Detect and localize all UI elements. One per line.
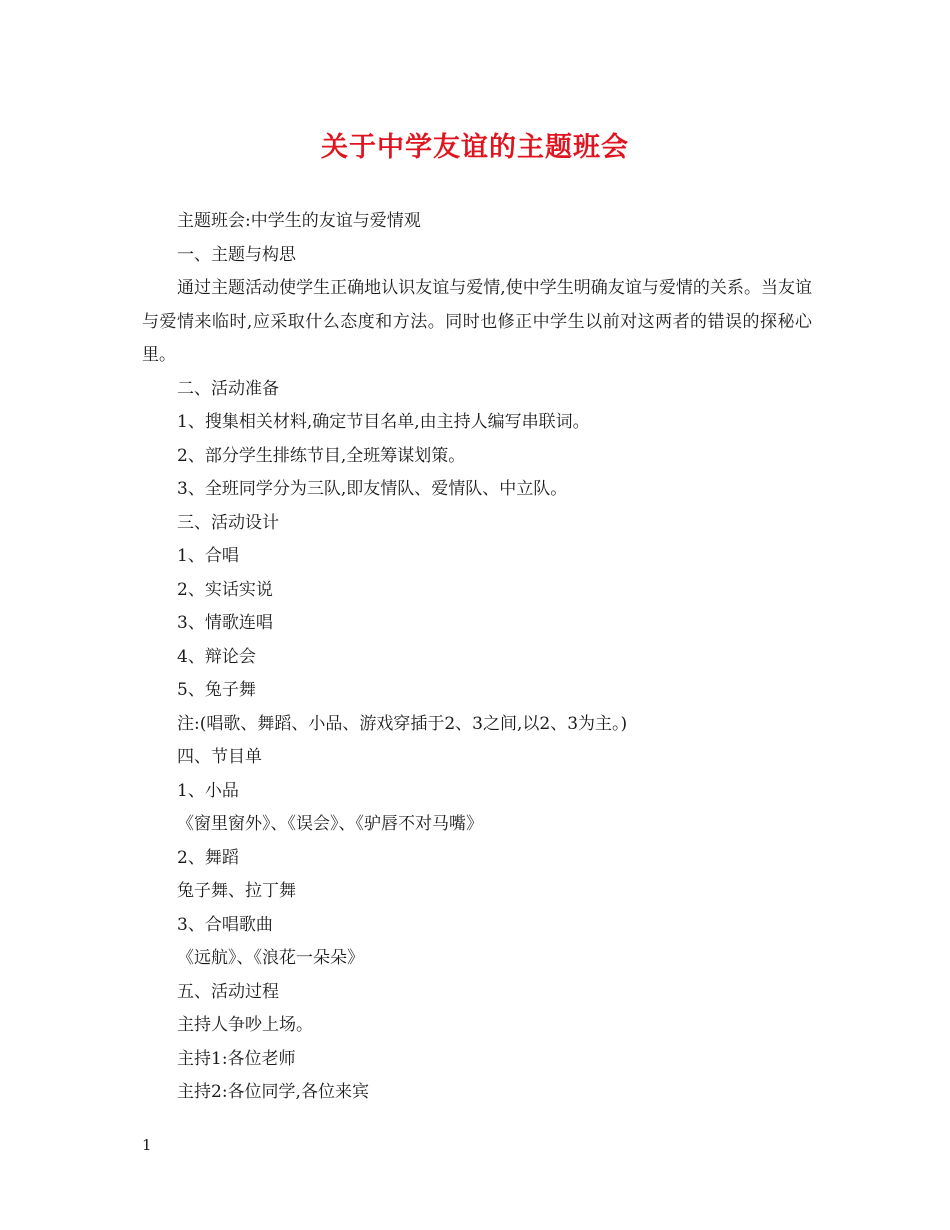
paragraph: 1、小品 [177,780,239,801]
paragraph: 一、主题与构思 [177,244,296,265]
paragraph: 《远航》、《浪花一朵朵》 [177,948,364,968]
paragraph: 3、合唱歌曲 [177,914,273,935]
paragraph: 1、合唱 [177,546,239,566]
paragraph: 主题班会:中学生的友谊与爱情观 [177,211,421,231]
paragraph: 5、兔子舞 [177,680,256,700]
paragraph: 3、全班同学分为三队,即友情队、爱情队、中立队。 [177,479,568,499]
paragraph: 3、情歌连唱 [177,613,273,633]
paragraph: 2、实话实说 [177,579,273,600]
document-title: 关于中学友谊的主题班会 [321,132,629,163]
paragraph: 主持2:各位同学,各位来宾 [177,1082,369,1102]
paragraph: 主持1:各位老师 [177,1048,296,1069]
paragraph: 四、节目单 [177,747,262,767]
paragraph: 2、部分学生排练节目,全班筹谋划策。 [177,445,466,466]
paragraph: 主持人争吵上场。 [177,1015,313,1035]
paragraph: 五、活动过程 [177,981,279,1002]
page-number: 1 [142,1136,152,1154]
document-body [142,205,812,1110]
paragraph: 1、搜集相关材料,确定节目名单,由主持人编写串联词。 [177,412,590,432]
paragraph: 兔子舞、拉丁舞 [177,881,296,901]
paragraph: 2、舞蹈 [177,847,239,868]
paragraph: 《窗里窗外》、《误会》、《驴唇不对马嘴》 [177,814,483,834]
paragraph: 注:(唱歌、舞蹈、小品、游戏穿插于2、3之间,以2、3为主。) [177,713,628,734]
paragraph: 二、活动准备 [177,378,279,399]
paragraph: 三、活动设计 [177,512,279,533]
paragraph: 通过主题活动使学生正确地认识友谊与爱情,使中学生明确友谊与爱情的关系。当友谊与爱情来临时,应采取什么态度和方法。同时也修正中学生以前对这两者的错误的探秘心里。 [142,278,812,365]
paragraph: 4、辩论会 [177,646,256,667]
